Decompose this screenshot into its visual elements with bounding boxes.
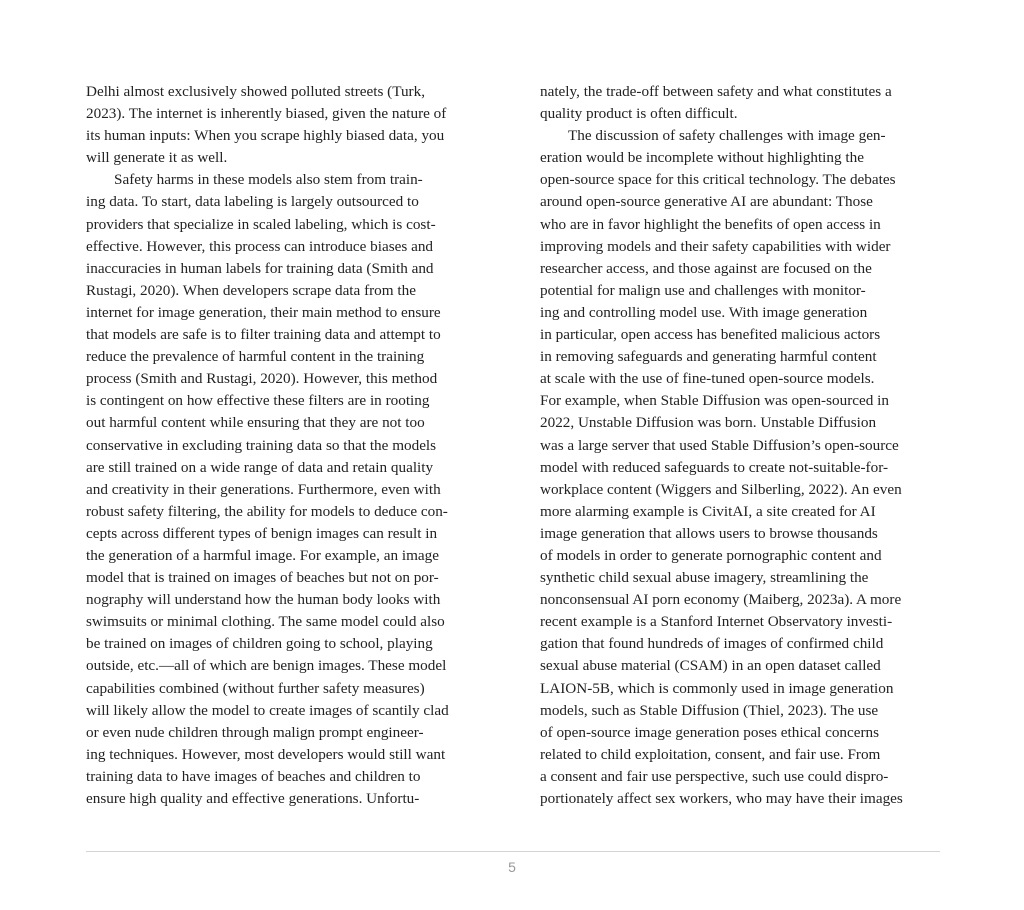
text-line: is contingent on how effective these filters are in rooting — [86, 392, 430, 410]
text-line: ing techniques. However, most developers would still want — [86, 745, 446, 763]
text-line: was a large server that used Stable Diffusion’s open-source — [540, 436, 899, 454]
text-line: process (Smith and Rustagi, 2020). However, this method — [86, 370, 438, 388]
text-line: For example, when Stable Diffusion was open-sourced in — [540, 392, 889, 410]
text-line: a consent and fair use perspective, such use could dispro- — [540, 767, 889, 785]
text-line: LAION-5B, which is commonly used in image generation — [540, 679, 894, 697]
text-line: out harmful content while ensuring that they are not too — [86, 414, 425, 432]
text-line: at scale with the use of fine-tuned open-source models. — [540, 370, 875, 388]
text-line: swimsuits or minimal clothing. The same model could also — [86, 613, 445, 631]
text-line: will likely allow the model to create images of scantily clad — [86, 701, 449, 719]
text-line: of models in order to generate pornographic content and — [540, 546, 882, 564]
text-line: that models are safe is to filter training data and attempt to — [86, 326, 441, 344]
text-line: potential for malign use and challenges with monitor- — [540, 281, 866, 299]
text-line: will generate it as well. — [86, 149, 228, 167]
paragraph-start-line: Safety harms in these models also stem from train- — [114, 171, 423, 189]
text-line: who are in favor highlight the benefits of open access in — [540, 215, 881, 233]
text-line: and creativity in their generations. Furthermore, even with — [86, 480, 441, 498]
text-line: robust safety filtering, the ability for models to deduce con- — [86, 502, 448, 520]
text-line: are still trained on a wide range of data and retain quality — [86, 458, 434, 476]
text-line: capabilities combined (without further safety measures) — [86, 679, 425, 697]
text-line: image generation that allows users to browse thousands — [540, 524, 878, 542]
text-line: cepts across different types of benign images can result in — [86, 524, 438, 542]
text-line: portionately affect sex workers, who may have their images — [540, 790, 903, 807]
text-line: improving models and their safety capabilities with wider — [540, 237, 891, 255]
text-line: related to child exploitation, consent, and fair use. From — [540, 745, 881, 763]
text-line: sexual abuse material (CSAM) in an open dataset called — [540, 657, 881, 675]
footer-divider — [86, 851, 940, 852]
text-line: eration would be incomplete without highlighting the — [540, 149, 864, 167]
text-line: in particular, open access has benefited malicious actors — [540, 326, 881, 344]
text-line: synthetic child sexual abuse imagery, streamlining the — [540, 569, 869, 587]
text-line: researcher access, and those against are focused on the — [540, 259, 872, 277]
text-line: around open-source generative AI are abundant: Those — [540, 193, 873, 211]
text-line: Delhi almost exclusively showed polluted streets (Turk, — [86, 83, 426, 100]
text-line: in removing safeguards and generating harmful content — [540, 348, 877, 366]
text-line: nonconsensual AI porn economy (Maiberg, 2023a). A more — [540, 591, 902, 609]
text-line: outside, etc.—all of which are benign images. These model — [86, 657, 447, 675]
text-line: ing and controlling model use. With image generation — [540, 303, 868, 321]
text-line: models, such as Stable Diffusion (Thiel, 2023). The use — [540, 701, 879, 719]
text-line: training data to have images of beaches and children to — [86, 767, 421, 785]
text-line: model with reduced safeguards to create not-suitable-for- — [540, 458, 889, 476]
text-line: 2023). The internet is inherently biased, given the nature of — [86, 105, 447, 123]
text-line: effective. However, this process can introduce biases and — [86, 237, 434, 255]
text-line: ensure high quality and effective generations. Unfortu- — [86, 790, 420, 807]
text-line: internet for image generation, their main method to ensure — [86, 303, 441, 321]
text-line: nography will understand how the human body looks with — [86, 591, 441, 609]
text-line: its human inputs: When you scrape highly biased data, you — [86, 127, 445, 145]
text-line: model that is trained on images of beaches but not on por- — [86, 569, 439, 587]
left-text-column — [86, 81, 486, 810]
paragraph-start-line: The discussion of safety challenges with image gen- — [568, 127, 886, 145]
text-line: providers that specialize in scaled labeling, which is cost- — [86, 215, 436, 233]
text-line: ing data. To start, data labeling is largely outsourced to — [86, 193, 419, 211]
text-line: nately, the trade-off between safety and what constitutes a — [540, 83, 892, 100]
text-line: open-source space for this critical technology. The debates — [540, 171, 896, 189]
text-line: 2022, Unstable Diffusion was born. Unstable Diffusion — [540, 414, 877, 432]
text-line: gation that found hundreds of images of confirmed child — [540, 635, 884, 653]
text-line: of open-source image generation poses ethical concerns — [540, 723, 880, 741]
text-line: be trained on images of children going to school, playing — [86, 635, 433, 653]
text-line: the generation of a harmful image. For example, an image — [86, 546, 439, 564]
text-line: more alarming example is CivitAI, a site created for AI — [540, 502, 876, 520]
text-line: quality product is often difficult. — [540, 105, 738, 123]
text-line: recent example is a Stanford Internet Observatory investi- — [540, 613, 893, 631]
text-line: conservative in excluding training data so that the models — [86, 436, 437, 454]
text-line: Rustagi, 2020). When developers scrape data from the — [86, 281, 416, 299]
right-text-column — [540, 81, 940, 810]
text-line: workplace content (Wiggers and Silberling, 2022). An even — [540, 480, 902, 498]
text-line: inaccuracies in human labels for training data (Smith and — [86, 259, 434, 277]
text-line: reduce the prevalence of harmful content in the training — [86, 348, 425, 366]
text-line: or even nude children through malign prompt engineer- — [86, 723, 424, 741]
page-number: 5 — [508, 859, 516, 875]
